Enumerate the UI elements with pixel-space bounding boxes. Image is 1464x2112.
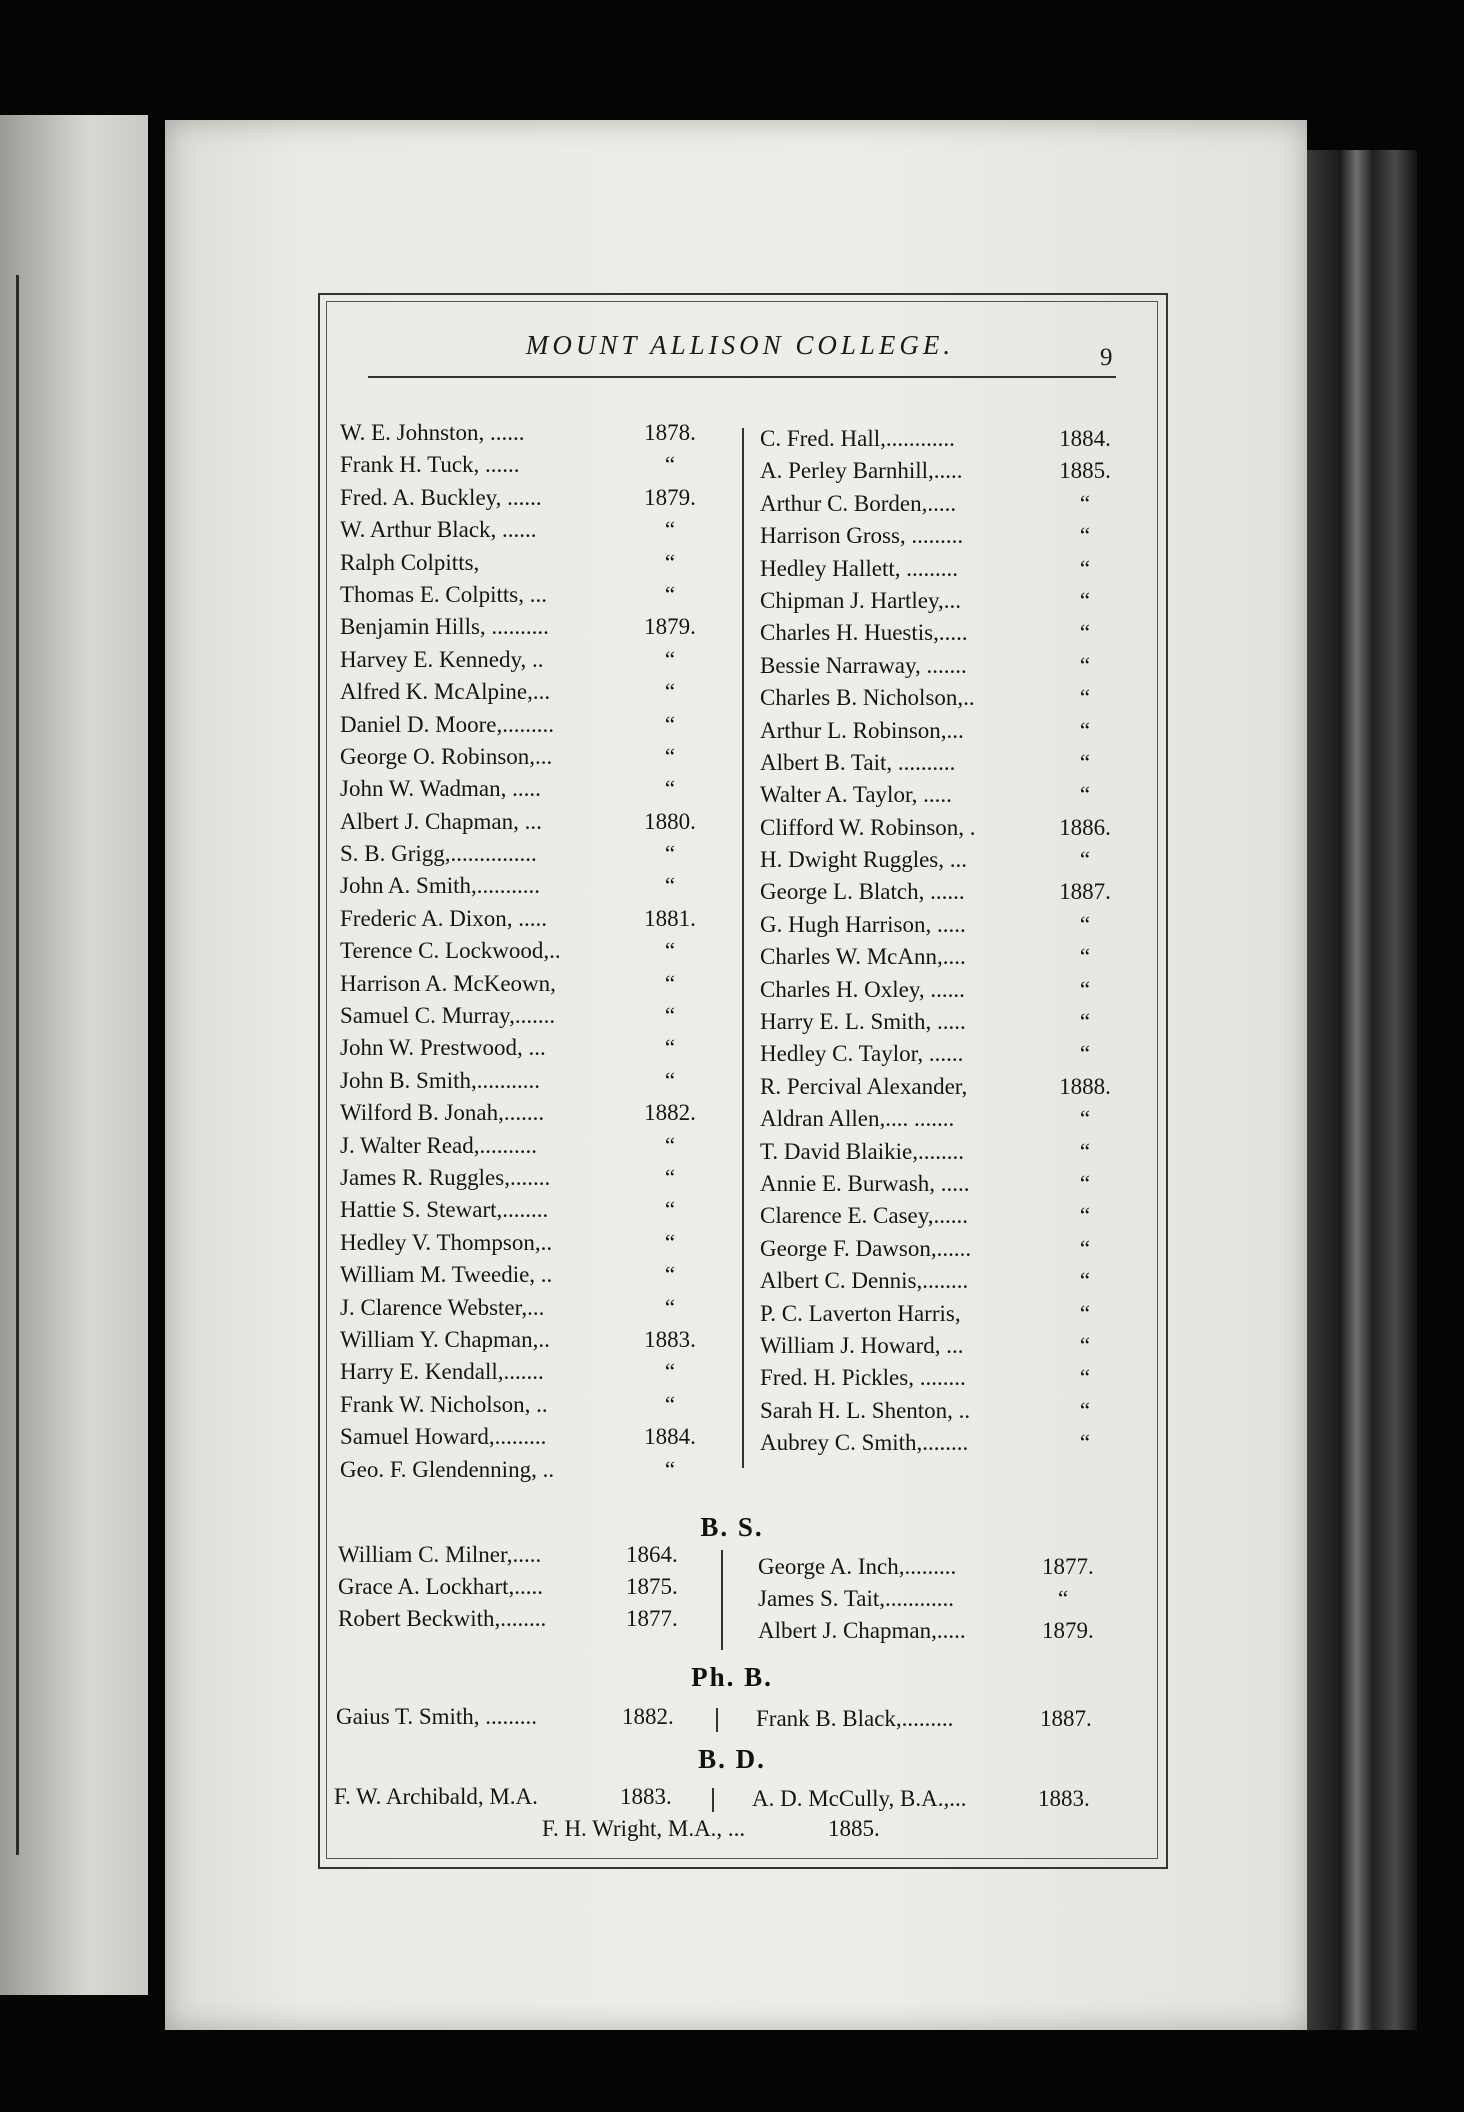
graduate-row bbox=[760, 523, 1120, 555]
graduate-name: John A. Smith,........... bbox=[340, 873, 541, 899]
graduate-name: William J. Howard, ... bbox=[760, 1332, 964, 1358]
graduation-year: “ bbox=[1079, 1365, 1091, 1391]
graduate-row bbox=[340, 1230, 710, 1262]
graduation-year: “ bbox=[1058, 1586, 1069, 1611]
graduate-row bbox=[760, 491, 1120, 523]
graduation-year: “ bbox=[1079, 620, 1091, 646]
graduate-row bbox=[760, 1009, 1120, 1041]
graduate-name: Grace A. Lockhart,..... bbox=[338, 1574, 544, 1599]
phb-divider bbox=[716, 1708, 718, 1732]
graduate-name: Ralph Colpitts, bbox=[340, 549, 480, 575]
graduation-year: “ bbox=[1079, 1106, 1091, 1132]
graduation-year: 1887. bbox=[1059, 879, 1111, 905]
graduate-row bbox=[340, 873, 710, 905]
graduate-name: Harry E. Kendall,....... bbox=[340, 1359, 544, 1385]
graduate-name: Harry E. L. Smith, ..... bbox=[760, 1009, 966, 1035]
graduation-year: “ bbox=[1079, 749, 1091, 775]
graduation-year: 1881. bbox=[644, 905, 696, 931]
graduate-row bbox=[340, 614, 710, 646]
graduation-year: “ bbox=[1079, 1300, 1091, 1326]
graduation-year: “ bbox=[664, 646, 676, 672]
graduation-year: “ bbox=[664, 1359, 676, 1385]
graduate-name: A. Perley Barnhill,..... bbox=[760, 458, 963, 484]
bd-divider bbox=[712, 1788, 714, 1812]
graduation-year: “ bbox=[1079, 944, 1091, 970]
graduation-year: 1875. bbox=[626, 1574, 678, 1599]
graduates-list-left bbox=[340, 420, 710, 1489]
graduate-row bbox=[760, 912, 1120, 944]
graduation-year: “ bbox=[1079, 587, 1091, 613]
graduate-row bbox=[340, 841, 710, 873]
graduate-row bbox=[340, 420, 710, 452]
graduate-name: Albert J. Chapman,..... bbox=[758, 1618, 966, 1643]
graduation-year: “ bbox=[1079, 1170, 1091, 1196]
graduate-row bbox=[760, 944, 1120, 976]
graduate-name: Charles W. McAnn,.... bbox=[760, 944, 966, 970]
graduate-name: Bessie Narraway, ....... bbox=[760, 652, 967, 678]
graduate-name: Samuel Howard,......... bbox=[340, 1424, 547, 1450]
graduation-year: “ bbox=[664, 776, 676, 802]
facing-page-edge bbox=[0, 115, 148, 1995]
graduation-year: “ bbox=[1079, 555, 1091, 581]
graduation-year: 1878. bbox=[644, 420, 696, 445]
bs-heading: B. S. bbox=[700, 1512, 764, 1542]
graduation-year: 1888. bbox=[1059, 1073, 1111, 1099]
graduate-row bbox=[760, 750, 1120, 782]
graduate-name: William C. Milner,..... bbox=[338, 1542, 542, 1567]
graduate-row bbox=[340, 517, 710, 549]
graduate-name: H. Dwight Ruggles, ... bbox=[760, 847, 967, 873]
graduate-row bbox=[760, 1333, 1120, 1365]
graduation-year: “ bbox=[664, 1391, 676, 1417]
graduate-name: Hedley V. Thompson,.. bbox=[340, 1229, 553, 1255]
graduation-year: 1883. bbox=[644, 1326, 696, 1352]
graduate-name: Hedley Hallett, ......... bbox=[760, 555, 959, 581]
graduate-row bbox=[760, 977, 1120, 1009]
graduate-row bbox=[340, 1392, 710, 1424]
facing-page-rule bbox=[0, 275, 19, 1855]
graduation-year: “ bbox=[1079, 1041, 1091, 1067]
graduate-row bbox=[760, 1236, 1120, 1268]
graduation-year: “ bbox=[1079, 1009, 1091, 1035]
graduate-row bbox=[340, 776, 710, 808]
graduate-row bbox=[340, 1100, 710, 1132]
graduate-name: Hedley C. Taylor, ...... bbox=[760, 1041, 964, 1067]
graduate-name: John W. Prestwood, ... bbox=[340, 1035, 546, 1061]
graduate-row bbox=[760, 879, 1120, 911]
graduate-row bbox=[760, 426, 1120, 458]
graduation-year: “ bbox=[664, 1067, 676, 1093]
graduation-year: “ bbox=[664, 1294, 676, 1320]
graduate-row bbox=[760, 1106, 1120, 1138]
graduate-row bbox=[760, 1074, 1120, 1106]
graduate-row bbox=[340, 906, 710, 938]
graduate-row bbox=[760, 556, 1120, 588]
graduation-year: “ bbox=[1079, 717, 1091, 743]
graduate-name: W. Arthur Black, ...... bbox=[340, 517, 537, 543]
graduate-name: Harrison Gross, ......... bbox=[760, 523, 964, 549]
graduate-name: Arthur C. Borden,..... bbox=[760, 490, 957, 516]
graduate-row bbox=[340, 809, 710, 841]
graduate-row bbox=[760, 620, 1120, 652]
graduation-year: 1886. bbox=[1059, 814, 1111, 840]
phb-heading: Ph. B. bbox=[691, 1662, 773, 1692]
graduation-year: 1879. bbox=[644, 614, 696, 640]
graduation-year: 1885. bbox=[828, 1816, 880, 1841]
graduate-name: Frank B. Black,......... bbox=[756, 1706, 954, 1731]
column-divider bbox=[742, 428, 744, 1468]
graduate-name: Charles B. Nicholson,.. bbox=[760, 685, 975, 711]
graduation-year: 1887. bbox=[1040, 1706, 1092, 1731]
graduate-name: J. Clarence Webster,... bbox=[340, 1294, 545, 1320]
graduate-name: John B. Smith,........... bbox=[340, 1067, 541, 1093]
graduate-name: Terence C. Lockwood,.. bbox=[340, 938, 561, 964]
graduation-year: “ bbox=[1079, 685, 1091, 711]
graduate-row bbox=[340, 1133, 710, 1165]
graduate-name: Samuel C. Murray,....... bbox=[340, 1003, 556, 1029]
graduate-row bbox=[340, 744, 710, 776]
graduate-row bbox=[340, 938, 710, 970]
graduation-year: “ bbox=[664, 1035, 676, 1061]
graduate-name: G. Hugh Harrison, ..... bbox=[760, 911, 966, 937]
graduation-year: 1883. bbox=[620, 1784, 672, 1809]
graduate-name: Frederic A. Dixon, ..... bbox=[340, 905, 547, 931]
graduation-year: “ bbox=[664, 452, 676, 478]
graduate-row bbox=[340, 1003, 710, 1035]
graduation-year: “ bbox=[664, 1197, 676, 1223]
graduation-year: “ bbox=[1079, 1268, 1091, 1294]
graduate-row bbox=[340, 647, 710, 679]
graduation-year: “ bbox=[1079, 976, 1091, 1002]
graduate-name: Aldran Allen,.... ....... bbox=[760, 1106, 955, 1132]
graduation-year: 1879. bbox=[644, 484, 696, 510]
graduate-row bbox=[340, 1035, 710, 1067]
graduate-row bbox=[340, 1327, 710, 1359]
graduate-row bbox=[760, 685, 1120, 717]
graduate-name: T. David Blaikie,........ bbox=[760, 1138, 964, 1164]
graduate-row bbox=[760, 718, 1120, 750]
graduate-name: George O. Robinson,... bbox=[340, 743, 553, 769]
graduation-year: “ bbox=[664, 1456, 676, 1482]
graduate-name: George F. Dawson,...... bbox=[760, 1235, 972, 1261]
graduation-year: “ bbox=[664, 970, 676, 996]
graduate-row bbox=[760, 1398, 1120, 1430]
graduation-year: 1884. bbox=[644, 1424, 696, 1450]
graduation-year: “ bbox=[1079, 490, 1091, 516]
graduate-name: Albert C. Dennis,........ bbox=[760, 1268, 969, 1294]
graduation-year: 1877. bbox=[626, 1606, 678, 1631]
graduation-year: “ bbox=[664, 517, 676, 543]
graduate-name: Hattie S. Stewart,........ bbox=[340, 1197, 549, 1223]
graduate-name: P. C. Laverton Harris, bbox=[760, 1300, 961, 1326]
graduation-year: “ bbox=[1079, 1332, 1091, 1358]
graduate-row bbox=[340, 485, 710, 517]
graduation-year: 1880. bbox=[644, 808, 696, 834]
graduate-row bbox=[340, 712, 710, 744]
graduation-year: “ bbox=[664, 743, 676, 769]
graduate-row bbox=[760, 588, 1120, 620]
graduate-row bbox=[760, 1268, 1120, 1300]
graduate-row bbox=[340, 679, 710, 711]
graduate-row bbox=[760, 1171, 1120, 1203]
graduate-name: Fred. A. Buckley, ...... bbox=[340, 484, 542, 510]
graduation-year: “ bbox=[1079, 782, 1091, 808]
graduation-year: “ bbox=[1079, 1430, 1091, 1456]
graduate-name: Daniel D. Moore,......... bbox=[340, 711, 554, 737]
graduation-year: “ bbox=[1079, 523, 1091, 549]
graduate-name: James R. Ruggles,....... bbox=[340, 1164, 551, 1190]
graduation-year: 1883. bbox=[1038, 1786, 1090, 1811]
graduate-row bbox=[760, 1430, 1120, 1462]
graduate-name: Gaius T. Smith, ......... bbox=[336, 1704, 538, 1729]
graduate-name: Albert J. Chapman, ... bbox=[340, 808, 542, 834]
graduate-name: Harvey E. Kennedy, .. bbox=[340, 646, 544, 672]
graduation-year: “ bbox=[1079, 652, 1091, 678]
graduate-row bbox=[340, 1457, 710, 1489]
bs-column-divider bbox=[721, 1550, 723, 1650]
graduate-row bbox=[760, 815, 1120, 847]
graduate-name: Chipman J. Hartley,... bbox=[760, 587, 962, 613]
graduate-name: William Y. Chapman,.. bbox=[340, 1326, 550, 1352]
graduate-row bbox=[340, 1068, 710, 1100]
graduate-name: S. B. Grigg,............... bbox=[340, 841, 537, 867]
graduate-name: Frank H. Tuck, ...... bbox=[340, 452, 520, 478]
graduate-row bbox=[760, 458, 1120, 490]
graduate-name: George L. Blatch, ...... bbox=[760, 879, 965, 905]
graduate-row bbox=[340, 971, 710, 1003]
graduation-year: “ bbox=[664, 549, 676, 575]
graduate-name: A. D. McCully, B.A.,... bbox=[752, 1786, 967, 1811]
graduation-year: 1879. bbox=[1042, 1618, 1094, 1643]
graduation-year: “ bbox=[664, 1003, 676, 1029]
graduate-row bbox=[340, 1295, 710, 1327]
graduate-name: R. Percival Alexander, bbox=[760, 1073, 968, 1099]
graduation-year: “ bbox=[1079, 1397, 1091, 1423]
graduation-year: “ bbox=[664, 1164, 676, 1190]
graduate-name: John W. Wadman, ..... bbox=[340, 776, 541, 802]
graduate-row bbox=[760, 653, 1120, 685]
graduate-name: Harrison A. McKeown, bbox=[340, 970, 556, 996]
running-head: MOUNT ALLISON COLLEGE. bbox=[525, 330, 955, 360]
graduate-name: C. Fred. Hall,............ bbox=[760, 426, 955, 451]
graduate-row bbox=[760, 1301, 1120, 1333]
graduate-name: Charles H. Huestis,..... bbox=[760, 620, 968, 646]
graduate-name: Geo. F. Glendenning, .. bbox=[340, 1456, 555, 1482]
graduate-name: Wilford B. Jonah,....... bbox=[340, 1100, 545, 1126]
graduate-row bbox=[340, 582, 710, 614]
graduate-name: Fred. H. Pickles, ........ bbox=[760, 1365, 966, 1391]
header-rule bbox=[368, 376, 1116, 378]
graduation-year: “ bbox=[664, 1132, 676, 1158]
graduate-name: Walter A. Taylor, ..... bbox=[760, 782, 952, 808]
graduate-row bbox=[340, 1197, 710, 1229]
graduate-row bbox=[340, 1165, 710, 1197]
graduate-name: Thomas E. Colpitts, ... bbox=[340, 581, 547, 607]
graduate-row bbox=[760, 1139, 1120, 1171]
graduate-row bbox=[760, 847, 1120, 879]
graduate-name: Clarence E. Casey,...... bbox=[760, 1203, 968, 1229]
graduate-row bbox=[760, 1203, 1120, 1235]
graduate-row bbox=[340, 1262, 710, 1294]
graduate-name: F. H. Wright, M.A., ... bbox=[542, 1816, 746, 1841]
graduate-name: J. Walter Read,.......... bbox=[340, 1132, 538, 1158]
graduation-year: 1882. bbox=[644, 1100, 696, 1126]
graduation-year: 1877. bbox=[1042, 1554, 1094, 1579]
graduate-name: F. W. Archibald, M.A. bbox=[334, 1784, 538, 1809]
graduate-name: Benjamin Hills, .......... bbox=[340, 614, 549, 640]
graduation-year: “ bbox=[1079, 1235, 1091, 1261]
graduation-year: “ bbox=[664, 679, 676, 705]
graduation-year: “ bbox=[664, 581, 676, 607]
graduate-name: Charles H. Oxley, ...... bbox=[760, 976, 965, 1002]
graduate-name: W. E. Johnston, ...... bbox=[340, 420, 525, 445]
graduation-year: “ bbox=[664, 711, 676, 737]
graduates-list-right bbox=[760, 426, 1120, 1463]
graduation-year: “ bbox=[1079, 847, 1091, 873]
graduation-year: “ bbox=[664, 873, 676, 899]
graduate-name: Albert B. Tait, .......... bbox=[760, 749, 956, 775]
graduate-row bbox=[760, 782, 1120, 814]
bd-heading: B. D. bbox=[698, 1744, 766, 1774]
graduate-row bbox=[760, 1041, 1120, 1073]
graduate-name: Robert Beckwith,........ bbox=[338, 1606, 547, 1631]
graduation-year: “ bbox=[1079, 911, 1091, 937]
graduate-name: Sarah H. L. Shenton, .. bbox=[760, 1397, 971, 1423]
graduate-row bbox=[340, 550, 710, 582]
graduation-year: “ bbox=[664, 938, 676, 964]
graduation-year: “ bbox=[1079, 1138, 1091, 1164]
graduate-row bbox=[340, 452, 710, 484]
graduation-year: “ bbox=[664, 1262, 676, 1288]
graduate-row bbox=[340, 1424, 710, 1456]
graduation-year: 1884. bbox=[1059, 426, 1111, 451]
graduate-name: William M. Tweedie, .. bbox=[340, 1262, 553, 1288]
graduation-year: “ bbox=[1079, 1203, 1091, 1229]
graduation-year: “ bbox=[664, 841, 676, 867]
graduate-name: Alfred K. McAlpine,... bbox=[340, 679, 551, 705]
graduate-name: George A. Inch,......... bbox=[758, 1554, 957, 1579]
graduate-name: James S. Tait,............ bbox=[758, 1586, 955, 1611]
graduate-name: Arthur L. Robinson,... bbox=[760, 717, 964, 743]
graduate-name: Clifford W. Robinson, . bbox=[760, 814, 976, 840]
graduate-row bbox=[340, 1359, 710, 1391]
graduate-name: Annie E. Burwash, ..... bbox=[760, 1170, 970, 1196]
graduate-row bbox=[760, 1365, 1120, 1397]
graduate-name: Aubrey C. Smith,........ bbox=[760, 1430, 969, 1456]
graduation-year: 1885. bbox=[1059, 458, 1111, 484]
graduation-year: “ bbox=[664, 1229, 676, 1255]
graduate-name: Frank W. Nicholson, .. bbox=[340, 1391, 548, 1417]
page-number: 9 bbox=[1100, 344, 1113, 371]
graduation-year: 1882. bbox=[622, 1704, 674, 1729]
graduation-year: 1864. bbox=[626, 1542, 678, 1567]
